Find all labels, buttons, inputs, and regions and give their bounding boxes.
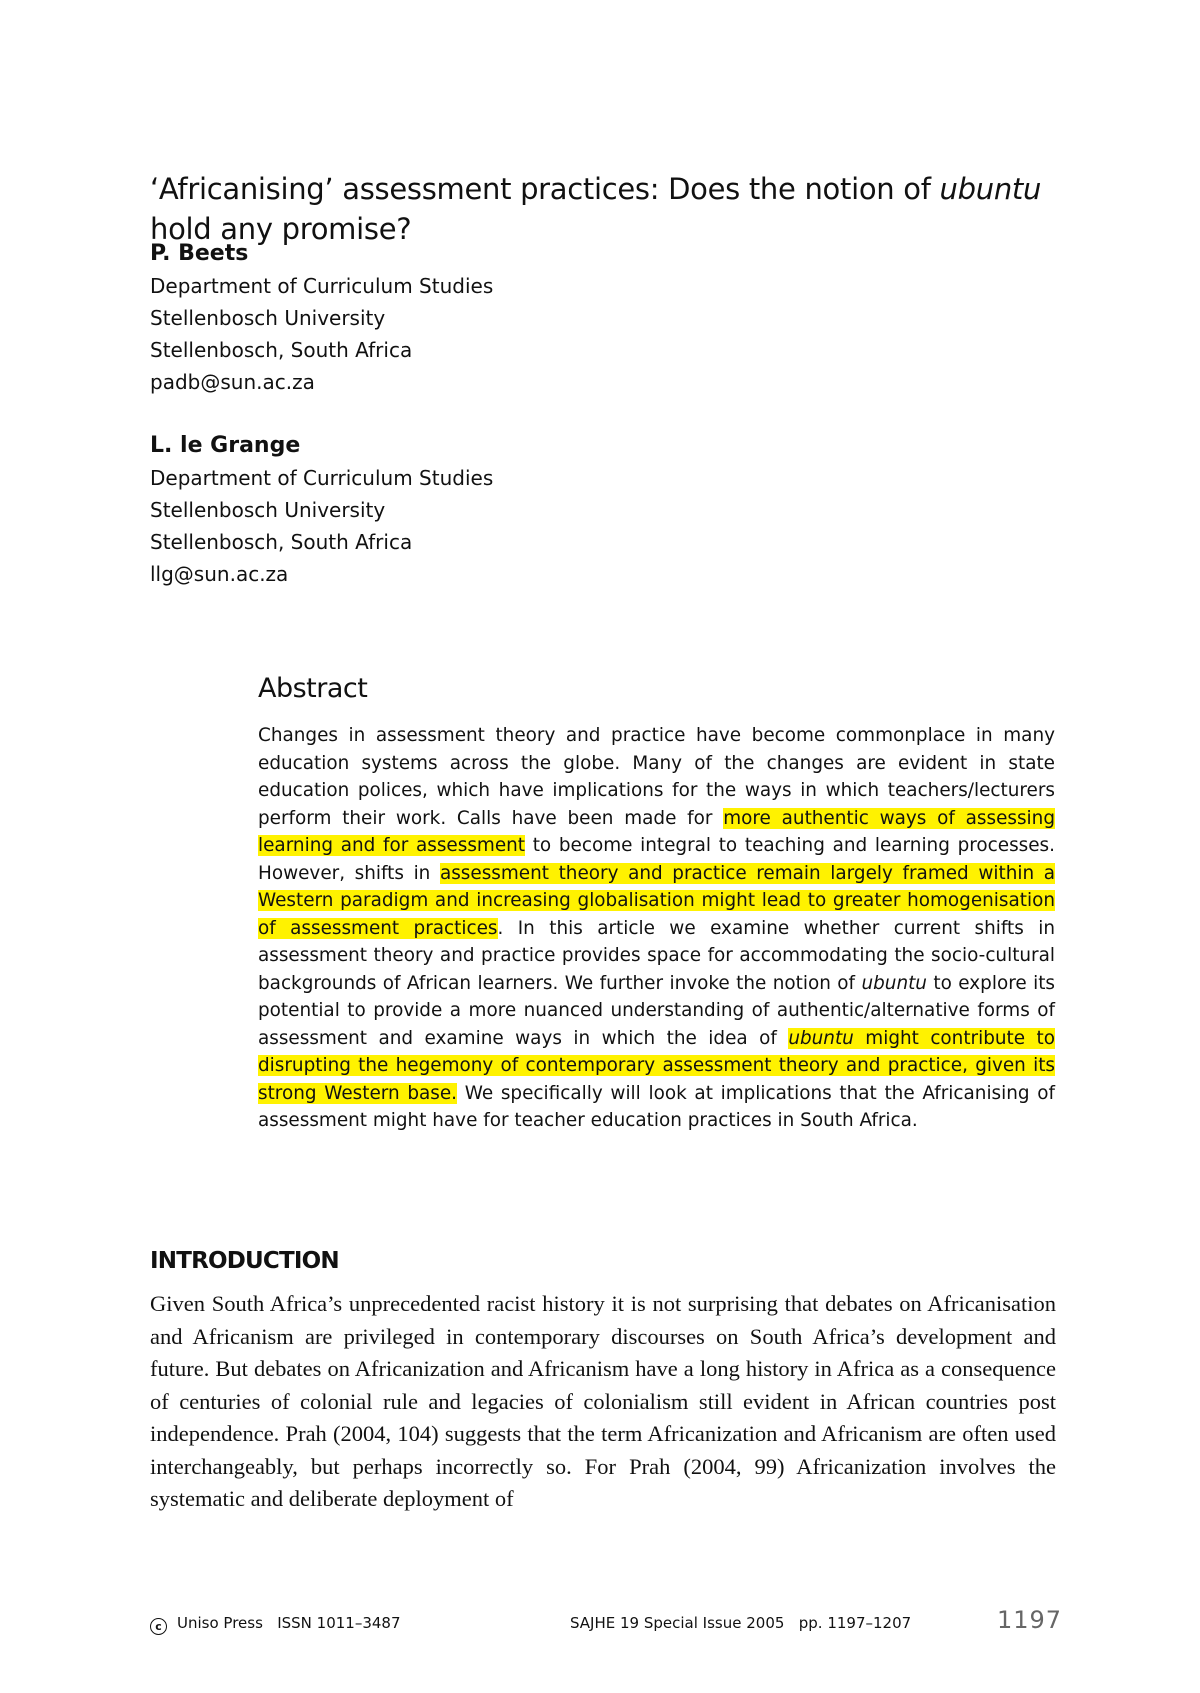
abstract-section xyxy=(258,673,1055,1135)
footer-journal-info xyxy=(570,1614,911,1632)
abstract-sentence: Changes in assessment theory and practice have become commonplace in many education systems across the globe. Many of the changes are evident in state education polices, which have implications for the ways in which teachers/lecturers perform their work. Calls have been made for xyxy=(258,725,1055,829)
copyright-icon: c xyxy=(150,1618,167,1635)
abstract-sentence: to become integral to teaching and learning processes. However, shifts in xyxy=(258,835,1055,884)
author-department: Department of Curriculum Studies xyxy=(150,466,494,490)
page-footer xyxy=(0,1606,1200,1640)
abstract-sentence: to explore its potential to provide a more nuanced understanding of authentic/alternative forms of assessment and examine ways in which the idea of xyxy=(258,972,1055,1049)
abstract-sentence: . In this article we examine whether current shifts in assessment theory and practice provides space for accommodating the socio-cultural backgrounds of African learners. We further invoke the notion of xyxy=(258,917,1055,994)
introduction-heading: INTRODUCTION xyxy=(150,1248,339,1274)
author-email[interactable]: padb@sun.ac.za xyxy=(150,370,315,394)
publisher: Uniso Press xyxy=(177,1614,263,1632)
footer-publisher-info xyxy=(150,1614,401,1635)
author-block-1 xyxy=(150,238,750,398)
author-university: Stellenbosch University xyxy=(150,498,386,522)
ubuntu-term: ubuntu xyxy=(861,972,927,994)
introduction-section xyxy=(150,1248,1056,1516)
author-department: Department of Curriculum Studies xyxy=(150,274,494,298)
highlight: might contribute to disrupting the hegemony of contemporary assessment theory and practice, given its strong Western base. xyxy=(258,1027,1055,1104)
page-number: 1197 xyxy=(997,1606,1063,1634)
journal: SAJHE 19 Special Issue 2005 xyxy=(570,1614,785,1632)
author-location: Stellenbosch, South Africa xyxy=(150,338,413,362)
author-name: P. Beets xyxy=(150,241,249,266)
abstract-sentence: We specifically will look at implications that the Africanising of assessment might have for teacher education practices in South Africa. xyxy=(258,1082,1055,1131)
author-location: Stellenbosch, South Africa xyxy=(150,530,413,554)
highlight-italic: ubuntu xyxy=(788,1027,854,1049)
title-part1: ‘Africanising’ assessment practices: Does the notion of xyxy=(150,172,940,207)
introduction-text: Given South Africa’s unprecedented racist history it is not surprising that debates on Africanisation and Africanism are privileged in contemporary discourses on South Africa’s development and future. But debates on Africanization and Africanism have a long history in Africa as a consequence of centuries of colonial rule and legacies of colonialism still evident in African countries post independence. Prah (2004, 104) suggests that the term Africanization and Africanism are often used interchangeably, but perhaps incorrectly so. For Prah (2004, 99) Africanization involves the systematic and deliberate deployment of xyxy=(150,1291,1056,1511)
author-name: L. le Grange xyxy=(150,433,301,458)
abstract-text xyxy=(258,722,1055,1135)
abstract-heading: Abstract xyxy=(258,673,368,704)
author-block-2 xyxy=(150,430,750,590)
page-range: pp. 1197–1207 xyxy=(798,1614,912,1632)
title-italic: ubuntu xyxy=(939,172,1042,207)
author-university: Stellenbosch University xyxy=(150,306,386,330)
issn: ISSN 1011–3487 xyxy=(277,1614,401,1632)
title-part2: hold any promise? xyxy=(150,212,412,247)
highlight: assessment theory and practice remain largely framed within a Western paradigm and increasing globalisation might lead to greater homogenisation of assessment practices xyxy=(258,862,1056,939)
highlight: more authentic ways of assessing learning and for assessment xyxy=(258,807,1055,856)
author-email[interactable]: llg@sun.ac.za xyxy=(150,562,289,586)
